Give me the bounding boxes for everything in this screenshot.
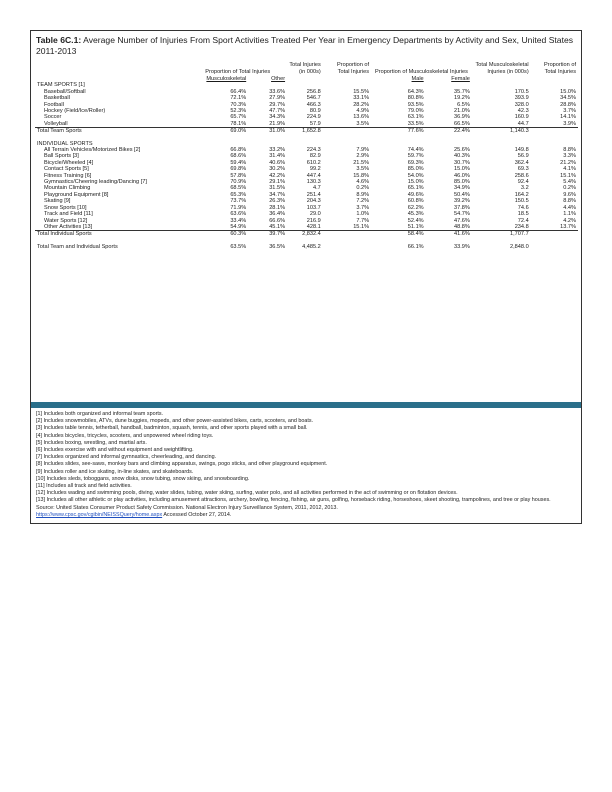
- table-cell: 1.0%: [356, 211, 370, 218]
- table-cell: 64.3%: [407, 88, 424, 95]
- table-cell: 65.7%: [230, 114, 247, 121]
- footnote: [7] Includes organized and informal gymnastics, cheerleading, and dancing.: [36, 454, 217, 461]
- table-cell: 68.5%: [230, 185, 247, 192]
- row-label: Contact Sports [5]: [44, 166, 89, 173]
- table-cell: 73.7%: [230, 198, 247, 205]
- table-cell: 47.6%: [454, 217, 470, 224]
- table-cell: 42.2%: [269, 172, 286, 179]
- table-cell: 216.9: [306, 217, 321, 224]
- table-cell: 65.3%: [230, 191, 247, 198]
- table-cell: 50.4%: [454, 191, 470, 198]
- table-cell: 15.1%: [323, 224, 371, 231]
- table-cell: 256.8: [306, 88, 321, 95]
- table-cell: 40.3%: [454, 153, 470, 160]
- table-cell: 45.1%: [248, 224, 287, 231]
- table-cell: 66.6%: [269, 217, 286, 224]
- table-cell: 39.7%: [269, 231, 286, 238]
- table-cell: 70.3%: [230, 101, 247, 108]
- footnote: [9] Includes roller and ice skating, in-line skates, and skateboards.: [36, 468, 194, 475]
- table-cell: 3.7%: [563, 108, 576, 115]
- table-cell: 21.2%: [560, 159, 576, 166]
- table-cell: 29.7%: [269, 101, 286, 108]
- table-cell: 15.5%: [353, 88, 370, 95]
- footnote: [12] Includes wading and swimming pools, diving, water slides, tubing, water skiing, surfing, water polo, and all activities performed in the act of swimming or on flotation devices.: [36, 490, 458, 497]
- table-cell: 4.2%: [563, 217, 576, 224]
- table-cell: 69.3%: [407, 159, 424, 166]
- footnote: [6] Includes exercise with and without equipment and weightlifting.: [36, 447, 194, 454]
- table-cell: 1.1%: [563, 211, 576, 218]
- table-cell: 3.5%: [356, 166, 370, 173]
- table-cell: 13.7%: [531, 224, 578, 231]
- table-title: [36, 35, 576, 57]
- table-cell: 15.0%: [560, 88, 576, 95]
- data-table: [35, 62, 578, 250]
- table-cell: 33.6%: [269, 88, 286, 95]
- table-cell: 80.8%: [407, 95, 424, 102]
- table-cell: 26.3%: [269, 198, 286, 205]
- row-label: Playground Equipment [8]: [44, 191, 109, 198]
- table-cell: 36.9%: [454, 114, 470, 121]
- table-cell: 15.1%: [560, 172, 576, 179]
- individual-total-row: [35, 231, 578, 238]
- row-label: Skating [9]: [44, 198, 71, 205]
- table-cell: 160.9: [514, 114, 529, 121]
- table-cell: 34.3%: [269, 114, 286, 121]
- table-cell: 15.8%: [353, 172, 370, 179]
- table-cell: 85.0%: [407, 166, 424, 173]
- table-cell: 4.1%: [563, 166, 576, 173]
- footnote: [1] Includes both organized and informal team sports.: [36, 411, 164, 417]
- table-cell: 0.2%: [563, 185, 576, 192]
- table-cell: 39.2%: [454, 198, 470, 205]
- table-cell: 29.0: [309, 211, 321, 218]
- row-label: Total Team Sports: [37, 128, 82, 135]
- table-cell: 1,652.8: [302, 128, 321, 135]
- table-cell: 103.7: [306, 204, 321, 211]
- table-cell: 33.5%: [371, 121, 426, 128]
- table-cell: 92.4: [517, 179, 529, 186]
- header-musculoskeletal: Musculoskeletal: [206, 75, 247, 82]
- table-cell: 31.5%: [269, 185, 286, 192]
- table-cell: 3.2: [520, 185, 529, 192]
- table-body: [35, 82, 578, 250]
- table-cell: 22.4%: [454, 128, 470, 135]
- table-cell: 18.5: [517, 211, 529, 218]
- table-cell: 4.4%: [563, 204, 576, 211]
- header-prop-of-total: Proportion of Total Injuries: [337, 62, 370, 75]
- header-row-1: [35, 62, 578, 76]
- table-cell: 31.0%: [269, 128, 286, 135]
- table-cell: 47.7%: [269, 108, 286, 115]
- table-cell: 33.9%: [454, 243, 470, 250]
- footnote: [11] Includes all track and field activities.: [36, 483, 132, 490]
- table-cell: 60.8%: [407, 198, 424, 205]
- table-cell: 66.8%: [230, 147, 247, 154]
- footnote: [5] Includes boxing, wrestling, and martial arts.: [36, 439, 147, 446]
- table-cell: 46.0%: [454, 172, 470, 179]
- table-cell: 30.7%: [454, 159, 470, 166]
- header-total-injuries: Total Injuries (in 000s): [289, 62, 321, 75]
- table-cell: 27.9%: [269, 95, 286, 102]
- table-cell: 4.6%: [356, 179, 370, 186]
- table-cell: 54.7%: [454, 211, 470, 218]
- footnote-list: [36, 411, 576, 512]
- row-label: Ball Sports [3]: [44, 153, 79, 160]
- table-cell: 69.8%: [230, 166, 247, 173]
- table-cell: 6.5%: [457, 101, 470, 108]
- section-heading: TEAM SPORTS [1]: [37, 82, 85, 89]
- table-cell: 28.8%: [560, 101, 576, 108]
- table-cell: 59.7%: [407, 153, 424, 160]
- row-label: Total Team and Individual Sports: [37, 243, 118, 250]
- table-cell: 164.2: [514, 191, 529, 198]
- table-cell: 42.3: [517, 108, 529, 115]
- footnote: Source: United States Consumer Product Safety Commission. National Electron Injury Surveillance System, 2011, 2012, 2013.: [36, 504, 338, 511]
- table-cell: 15.0%: [454, 166, 470, 173]
- table-cell: 7.7%: [356, 217, 370, 224]
- table-cell: 58.4%: [407, 231, 424, 238]
- table-cell: 2,832.4: [302, 231, 321, 238]
- table-cell: [323, 244, 371, 250]
- row-label: Water Sports [12]: [44, 217, 88, 224]
- table-cell: 393.9: [514, 95, 529, 102]
- table-cell: 78.1%: [188, 121, 248, 128]
- row-label: Bicycle/Wheeled [4]: [44, 159, 94, 166]
- table-cell: 66.4%: [230, 88, 247, 95]
- table-cell: 2.9%: [356, 153, 370, 160]
- table-cell: [323, 231, 371, 238]
- header-prop-of-total-2: Proportion of Total Injuries: [543, 62, 576, 75]
- table-cell: 36.4%: [269, 211, 286, 218]
- table-cell: 33.4%: [230, 217, 247, 224]
- table-cell: 30.2%: [269, 166, 286, 173]
- table-cell: 63.5%: [230, 243, 247, 250]
- header-other: Other: [271, 75, 286, 82]
- table-cell: 52.3%: [230, 108, 247, 115]
- row-label: Volleyball: [35, 121, 188, 128]
- table-cell: 3.7%: [356, 204, 370, 211]
- table-cell: 428.1: [287, 224, 323, 231]
- table-cell: 8.8%: [563, 198, 576, 205]
- table-cell: 85.0%: [454, 179, 470, 186]
- table-cell: 224.3: [306, 147, 321, 154]
- table-cell: 80.9: [309, 108, 321, 115]
- table-cell: 31.4%: [269, 153, 286, 160]
- table-cell: 13.6%: [353, 114, 370, 121]
- accent-divider: [31, 402, 581, 408]
- table-cell: 234.8: [472, 224, 531, 231]
- table-cell: 328.0: [514, 101, 529, 108]
- table-title-text: Average Number of Injuries From Sport Activities Treated Per Year in Emergency Departments by Activity and Sex, United States 2011-2013: [36, 35, 574, 56]
- table-cell: 29.1%: [269, 179, 286, 186]
- row-label: Soccer: [44, 114, 62, 121]
- table-cell: 19.2%: [454, 95, 470, 102]
- table-cell: 48.8%: [426, 224, 472, 231]
- row-label: Football: [44, 101, 64, 108]
- row-label: Hockey (Field/Ice/Roller): [44, 108, 106, 115]
- table-cell: 170.5: [514, 88, 529, 95]
- table-cell: 28.2%: [353, 101, 370, 108]
- table-cell: 2,848.0: [510, 243, 529, 250]
- table-cell: 34.5%: [560, 95, 576, 102]
- footnote: [4] Includes bicycles, tricycles, scooters, and unpowered wheel riding toys.: [36, 432, 214, 439]
- row-label: Other Activities [13]: [35, 224, 188, 231]
- table-cell: 149.8: [514, 147, 529, 154]
- row-label: Basketball: [44, 95, 70, 102]
- table-cell: 54.0%: [407, 172, 424, 179]
- footnote: [2] Includes snowmobiles, ATVs, dune buggies, mopeds, and other power-assisted bikes, carts, scooters, and boats.: [36, 418, 314, 425]
- table-cell: 68.6%: [230, 153, 247, 160]
- table-cell: [531, 244, 578, 250]
- table-cell: 66.5%: [426, 121, 472, 128]
- row-label: Baseball/Softball: [44, 88, 86, 95]
- table-cell: 60.3%: [230, 231, 247, 238]
- grand-total-row: [35, 244, 578, 250]
- table-cell: 610.2: [306, 159, 321, 166]
- table-cell: 3.9%: [531, 121, 578, 128]
- table-label: Table 6C.1:: [36, 35, 82, 45]
- table-cell: 69.0%: [230, 128, 247, 135]
- header-prop-total: Proportion of Total Injuries: [205, 68, 271, 75]
- header-total-msk: Total Musculoskeletal Injuries (in 000s): [475, 62, 529, 75]
- row-label: Snow Sports [10]: [44, 204, 87, 211]
- table-cell: 258.6: [514, 172, 529, 179]
- table-cell: 1,707.7: [510, 231, 529, 238]
- table-cell: 0.2%: [356, 185, 370, 192]
- table-cell: 41.6%: [454, 231, 470, 238]
- section-heading: INDIVIDUAL SPORTS: [37, 140, 93, 147]
- table-cell: 28.1%: [269, 204, 286, 211]
- table-cell: 25.6%: [454, 147, 470, 154]
- table-cell: 1,140.3: [510, 128, 529, 135]
- table-cell: 7.9%: [356, 147, 370, 154]
- header-male: Male: [411, 75, 424, 82]
- accessed-date: Accessed October 27, 2014.: [162, 511, 232, 518]
- table-cell: 52.4%: [407, 217, 424, 224]
- table-cell: 54.9%: [188, 224, 248, 231]
- table-cell: 3.3%: [563, 153, 576, 160]
- table-cell: 62.2%: [407, 204, 424, 211]
- footnote: [10] Includes sleds, toboggans, snow disks, snow tubing, snow skiing, and snowboarding.: [36, 475, 250, 482]
- table-cell: 71.9%: [230, 204, 247, 211]
- table-cell: 99.2: [309, 166, 321, 173]
- table-cell: 69.3: [517, 166, 529, 173]
- table-cell: 21.9%: [248, 121, 287, 128]
- row-label: Gymnastics/Cheering leading/Dancing [7]: [44, 179, 147, 186]
- table-cell: 35.7%: [454, 88, 470, 95]
- header-prop-msk: Proportion of Musculoskeletal Injuries: [374, 68, 468, 75]
- footnotes: [36, 411, 576, 519]
- table-cell: 74.6: [517, 204, 529, 211]
- table-cell: 93.5%: [407, 101, 424, 108]
- table-cell: 546.7: [306, 95, 321, 102]
- table-cell: 63.1%: [407, 114, 424, 121]
- footnote: [3] Includes table tennis, tetherball, handball, badminton, squash, tennis, and other sports played with a small ball.: [36, 425, 308, 432]
- table-cell: 49.6%: [407, 191, 424, 198]
- table-cell: 70.9%: [230, 179, 247, 186]
- table-cell: 5.4%: [563, 179, 576, 186]
- row-label: Mountain Climbing: [44, 185, 91, 192]
- table-cell: 45.3%: [407, 211, 424, 218]
- table-cell: 66.1%: [407, 243, 424, 250]
- source-link[interactable]: https://www.cpsc.gov/cgibin/NEISSQuery/home.aspx: [36, 511, 163, 518]
- table-cell: 59.4%: [230, 159, 247, 166]
- table-cell: 251.4: [306, 191, 321, 198]
- footnote: [8] Includes slides, see-saws, monkey bars and climbing apparatus, swings, pogo sticks, and other playground equipment.: [36, 461, 328, 468]
- table-cell: 72.4: [517, 217, 529, 224]
- table-cell: 44.7: [472, 121, 531, 128]
- table-cell: [531, 128, 578, 135]
- row-label: All Terrain Vehicles/Motorized Bikes [2]: [44, 147, 141, 154]
- row-label: Fitness Training [6]: [44, 172, 92, 179]
- table-cell: 8.9%: [356, 191, 370, 198]
- table-cell: 21.0%: [454, 108, 470, 115]
- table-cell: 37.8%: [454, 204, 470, 211]
- source-link-line: [36, 512, 576, 519]
- table-cell: 34.7%: [269, 191, 286, 198]
- table-cell: 82.9: [309, 153, 321, 160]
- header-row-2: [35, 76, 578, 83]
- table-cell: 4.9%: [356, 108, 370, 115]
- table-cell: 7.2%: [356, 198, 370, 205]
- table-cell: 40.6%: [269, 159, 286, 166]
- table-cell: 63.6%: [230, 211, 247, 218]
- table-row: [35, 224, 578, 231]
- table-cell: 57.9: [287, 121, 323, 128]
- header-female: Female: [451, 75, 470, 82]
- table-cell: 65.1%: [407, 185, 424, 192]
- table-cell: 362.4: [514, 159, 529, 166]
- table-cell: 72.1%: [230, 95, 247, 102]
- table-cell: 4.7: [312, 185, 321, 192]
- table-cell: 15.0%: [407, 179, 424, 186]
- table-cell: 57.8%: [230, 172, 247, 179]
- table-cell: 130.3: [306, 179, 321, 186]
- table-cell: 204.3: [306, 198, 321, 205]
- table-cell: 56.9: [517, 153, 529, 160]
- table-cell: 21.5%: [353, 159, 370, 166]
- table-cell: 79.0%: [407, 108, 424, 115]
- table-cell: 466.3: [306, 101, 321, 108]
- row-label: Track and Field [11]: [44, 211, 93, 218]
- table-row: [35, 121, 578, 128]
- table-cell: 77.6%: [407, 128, 424, 135]
- table-cell: 9.6%: [563, 191, 576, 198]
- table-cell: 224.9: [306, 114, 321, 121]
- table-cell: 3.5%: [323, 121, 371, 128]
- table-cell: 51.1%: [371, 224, 426, 231]
- table-cell: 150.5: [514, 198, 529, 205]
- team-total-row: [35, 128, 578, 135]
- table-cell: 33.2%: [269, 147, 286, 154]
- table-cell: 34.9%: [454, 185, 470, 192]
- table-cell: 74.4%: [407, 147, 424, 154]
- table-cell: 14.1%: [560, 114, 576, 121]
- table-cell: [531, 231, 578, 238]
- footnote: [13] Includes all other athletic or play activities, including amusement attractions, archery, bowling, fencing, fishing, air guns, golfing, horseback riding, horseshoes, skeet shooting, trampolines, and tree or play houses.: [36, 497, 551, 504]
- table-cell: 36.5%: [269, 243, 286, 250]
- table-cell: 4,485.2: [302, 243, 321, 250]
- table-cell: 33.1%: [353, 95, 370, 102]
- row-label: Total Individual Sports: [37, 231, 92, 238]
- table-cell: 8.8%: [563, 147, 576, 154]
- table-frame: [30, 30, 582, 524]
- table-cell: 447.4: [306, 172, 321, 179]
- table-cell: [323, 128, 371, 135]
